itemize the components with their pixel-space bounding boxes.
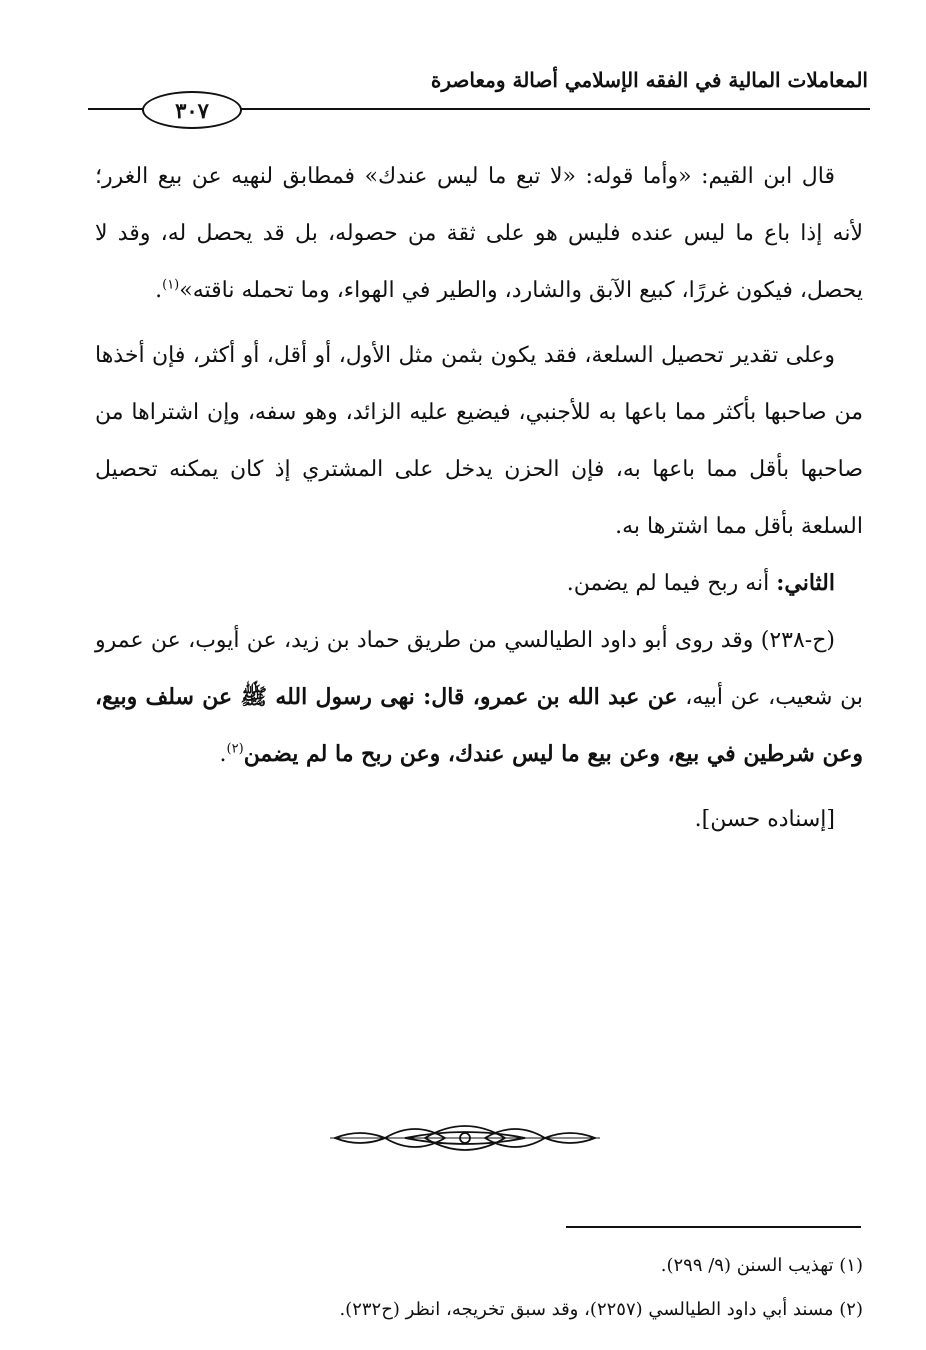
footnote-1: (١) تهذيب السنن (٩/ ٢٩٩). xyxy=(660,1255,863,1276)
page-number-badge: ٣٠٧ xyxy=(142,91,242,129)
footnotes xyxy=(95,1244,863,1332)
paragraph-end: . xyxy=(155,278,163,303)
paragraph-grading: [إسناده حسن]. xyxy=(694,807,835,832)
footnote-ref-2: (٢) xyxy=(226,741,244,757)
paragraph-hadith xyxy=(95,612,863,783)
paragraph-second-reason xyxy=(95,555,863,612)
hadith-text: عن عبد الله بن عمرو، قال: نهى رسول الله ﷺ عن سلف وبيع، وعن شرطين في بيع، وعن بيع ما ليس عندك، وعن ربح ما لم يضمن xyxy=(95,684,863,767)
paragraph-ibn-alqayyim xyxy=(95,148,863,319)
paragraph-text: قال ابن القيم: «وأما قوله: «لا تبع ما ليس عندك» فمطابق لنهيه عن بيع الغرر؛ لأنه إذا باع ما ليس عنده فليس هو على ثقة من حصوله، بل قد يحصل له، وقد لا يحصل، فيكون غررًا، كبيع الآبق والشارد، والطير في الهواء، وما تحمله ناقته» xyxy=(95,164,863,303)
footnote-ref-1: (١) xyxy=(162,277,180,293)
running-header-title: المعاملات المالية في الفقه الإسلامي أصالة ومعاصرة xyxy=(430,68,868,92)
footnote-2: (٢) مسند أبي داود الطيالسي (٢٢٥٧)، وقد سبق تخريجه، انظر (ح٢٣٢). xyxy=(339,1299,863,1320)
divider-ornament xyxy=(330,1118,600,1158)
paragraph-price-estimate: وعلى تقدير تحصيل السلعة، فقد يكون بثمن مثل الأول، أو أقل، أو أكثر، فإن أخذها من صاحبها بأكثر مما باعها به للأجنبي، فيضيع عليه الزائد، وهو سفه، وإن اشتراها من صاحبها بأقل مما باعها به، فإن الحزن يدخل على المشتري إذ كان يمكنه تحصيل السلعة بأقل مما اشترها به. xyxy=(95,343,863,539)
footnote-rule xyxy=(566,1226,861,1228)
hadith-chain: (ح-٢٣٨) وقد روى أبو داود الطيالسي من طريق حماد بن زيد، عن أيوب، عن عمرو بن شعيب، عن أبيه، xyxy=(95,628,863,710)
second-label: الثاني: xyxy=(776,570,835,596)
hadith-end: . xyxy=(219,742,227,767)
main-text xyxy=(95,148,863,848)
second-text: أنه ربح فيما لم يضمن. xyxy=(566,571,770,596)
